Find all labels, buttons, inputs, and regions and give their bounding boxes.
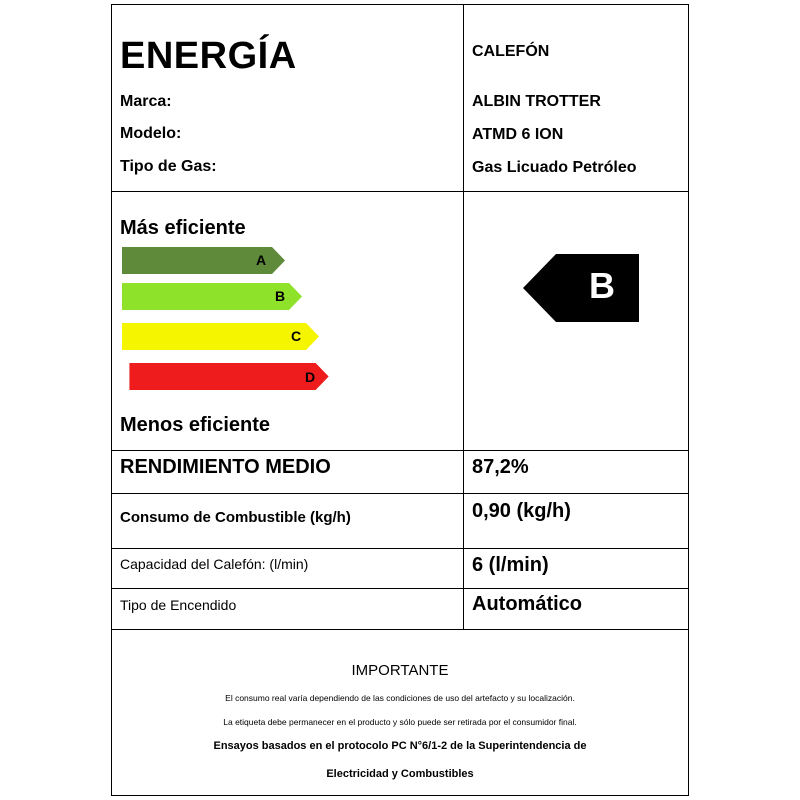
- performance-label: RENDIMIENTO MEDIO: [120, 456, 331, 478]
- rating-arrow-shape: [523, 254, 639, 322]
- important-heading: IMPORTANTE: [351, 662, 449, 679]
- divider-ignition: [112, 629, 688, 630]
- efficiency-letter-c: C: [291, 328, 302, 344]
- column-divider: [463, 5, 464, 630]
- gas-label: Tipo de Gas:: [120, 158, 217, 175]
- efficiency-letter-d: D: [305, 369, 316, 385]
- performance-value: 87,2%: [472, 456, 529, 478]
- efficiency-bar-c-shape: [122, 323, 319, 350]
- most-efficient-label: Más eficiente: [120, 217, 246, 239]
- product-type: CALEFÓN: [472, 43, 550, 60]
- model-value: ATMD 6 ION: [472, 126, 564, 143]
- ignition-label: Tipo de Encendido: [120, 597, 237, 613]
- efficiency-letter-a: A: [256, 252, 267, 268]
- consumption-label: Consumo de Combustible (kg/h): [120, 509, 351, 526]
- capacity-value: 6 (l/min): [472, 554, 549, 576]
- footer-note-consumption: El consumo real varía dependiendo de las condiciones de uso del artefacto y su localización.: [225, 693, 575, 703]
- footer-protocol: Ensayos basados en el protocolo PC N°6/1-2 de la Superintendencia de: [213, 740, 587, 752]
- efficiency-bar-d-shape: [129, 363, 328, 390]
- divider-header: [112, 191, 688, 192]
- divider-performance: [112, 493, 688, 494]
- model-label: Modelo:: [120, 125, 182, 142]
- energy-label: [111, 4, 689, 796]
- efficiency-letter-b: B: [275, 288, 286, 304]
- footer-authority: Electricidad y Combustibles: [326, 768, 474, 780]
- label-title: ENERGÍA: [120, 35, 297, 77]
- divider-capacity: [112, 588, 688, 589]
- divider-efficiency: [112, 450, 688, 451]
- footer-note-label: La etiqueta debe permanecer en el producto y sólo puede ser retirada por el consumidor final.: [223, 717, 577, 727]
- rating-letter: B: [589, 265, 615, 306]
- ignition-value: Automático: [472, 593, 582, 615]
- capacity-label: Capacidad del Calefón: (l/min): [120, 556, 309, 572]
- rating-arrow: [523, 254, 639, 322]
- divider-consumption: [112, 548, 688, 549]
- consumption-value: 0,90 (kg/h): [472, 500, 571, 522]
- gas-value: Gas Licuado Petróleo: [472, 159, 637, 176]
- brand-label: Marca:: [120, 93, 172, 110]
- least-efficient-label: Menos eficiente: [120, 414, 271, 436]
- brand-value: ALBIN TROTTER: [472, 93, 601, 110]
